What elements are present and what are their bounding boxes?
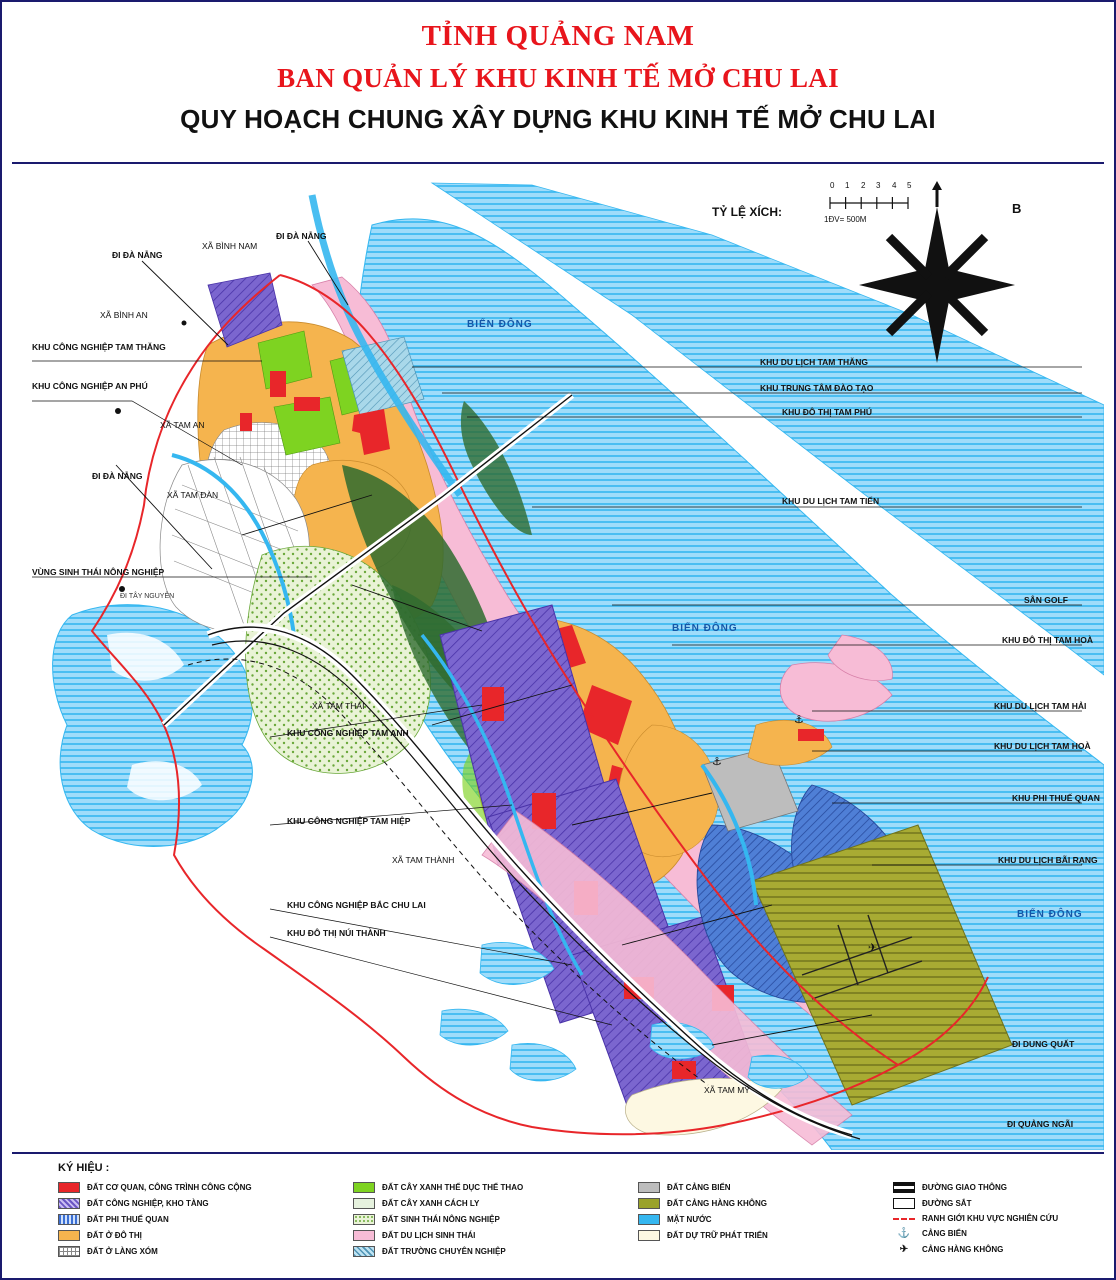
legend-label: ĐẤT Ở ĐÔ THỊ	[87, 1231, 142, 1240]
legend-label: ĐẤT SINH THÁI NÔNG NGHIỆP	[382, 1215, 500, 1224]
callout-kdl-bai-rang: KHU DU LỊCH BÃI RẠNG	[998, 855, 1098, 865]
callout-kcn-bac-chu-lai: KHU CÔNG NGHIỆP BẮC CHU LAI	[287, 900, 426, 910]
legend-item	[893, 1198, 1088, 1209]
legend-item	[58, 1230, 353, 1241]
plane-icon: ✈	[899, 1244, 909, 1255]
callout-kdl-tam-tien: KHU DU LỊCH TAM TIẾN	[782, 496, 880, 506]
legend-label: RANH GIỚI KHU VỰC NGHIÊN CỨU	[922, 1214, 1059, 1223]
sea-label-north: BIỂN ĐÔNG	[467, 319, 533, 330]
callout-kcn-an-phu: KHU CÔNG NGHIỆP AN PHÚ	[32, 381, 148, 391]
legend-symbol-ranh-gioi	[893, 1218, 915, 1220]
legend-item	[893, 1244, 1088, 1255]
scale-tick-3: 3	[876, 181, 881, 190]
commune-label-tam-an: XÃ TAM AN	[160, 420, 205, 430]
title-block	[2, 2, 1114, 135]
legend-label: ĐẤT CÔNG NGHIỆP, KHO TÀNG	[87, 1199, 209, 1208]
legend-item	[638, 1182, 893, 1193]
scale-bar	[712, 205, 782, 219]
scale-unit: 1ĐV= 500M	[824, 215, 867, 224]
legend-item	[638, 1230, 893, 1241]
legend-label: ĐẤT CẢNG HÀNG KHÔNG	[667, 1199, 767, 1208]
scale-tick-1: 1	[845, 181, 850, 190]
legend-label: CẢNG HÀNG KHÔNG	[922, 1245, 1004, 1254]
legend-swatch-cay-xanh-cach-ly	[353, 1198, 375, 1209]
legend-item	[353, 1182, 638, 1193]
page-title-authority: BAN QUẢN LÝ KHU KINH TẾ MỞ CHU LAI	[277, 63, 839, 93]
legend-symbol-duong-sat	[893, 1198, 915, 1209]
scale-label: TỶ LỆ XÍCH:	[712, 205, 783, 219]
legend-swatch-cong-cong	[58, 1182, 80, 1193]
legend-symbol-duong-giao-thong	[893, 1182, 915, 1193]
callout-kcn-tam-thang: KHU CÔNG NGHIỆP TAM THĂNG	[32, 342, 166, 352]
legend-swatch-cang-hang-khong	[638, 1198, 660, 1209]
callout-trung-tam-dao-tao: KHU TRUNG TÂM ĐÀO TẠO	[760, 383, 874, 393]
legend-column-1	[58, 1182, 353, 1257]
legend-columns	[58, 1182, 1088, 1257]
legend-column-2	[353, 1182, 638, 1257]
scale-tick-0: 0	[830, 181, 835, 190]
svg-text:✈: ✈	[868, 941, 878, 954]
scale-tick-5: 5	[907, 181, 912, 190]
direction-label-tay-nguyen: ĐI TÂY NGUYÊN	[120, 593, 175, 600]
callout-kdl-tam-hai: KHU DU LỊCH TAM HẢI	[994, 701, 1087, 711]
legend-item	[893, 1228, 1088, 1239]
direction-label-da-nang-2: ĐI ĐÀ NẴNG	[276, 231, 327, 241]
legend-item	[353, 1246, 638, 1257]
legend-item	[893, 1214, 1088, 1223]
legend-item	[893, 1182, 1088, 1193]
legend-item	[58, 1182, 353, 1193]
map-canvas	[12, 165, 1104, 1150]
direction-label-da-nang-1: ĐI ĐÀ NẴNG	[112, 250, 163, 260]
legend-label: ĐẤT Ở LÀNG XÓM	[87, 1247, 158, 1256]
legend-item	[353, 1214, 638, 1225]
legend-swatch-du-lich-sinh-thai	[353, 1230, 375, 1241]
legend-item	[353, 1230, 638, 1241]
legend-item	[58, 1214, 353, 1225]
callout-vung-sinh-thai: VÙNG SINH THÁI NÔNG NGHIỆP	[32, 567, 165, 577]
legend-swatch-o-do-thi	[58, 1230, 80, 1241]
callout-kcn-tam-anh: KHU CÔNG NGHIỆP TAM ANH	[287, 728, 409, 738]
legend-swatch-cang-bien	[638, 1182, 660, 1193]
callout-kdl-tam-thang: KHU DU LỊCH TAM THĂNG	[760, 357, 868, 367]
callout-kcn-tam-hiep: KHU CÔNG NGHIỆP TAM HIỆP	[287, 816, 411, 826]
legend-label: ĐẤT CẢNG BIỂN	[667, 1183, 731, 1192]
scale-tick-2: 2	[861, 181, 866, 190]
legend-title: KÝ HIỆU :	[58, 1162, 110, 1174]
legend-label: MẶT NƯỚC	[667, 1215, 712, 1224]
legend-item	[638, 1198, 893, 1209]
legend-label: ĐẤT CÂY XANH THỂ DỤC THỂ THAO	[382, 1183, 524, 1192]
legend-swatch-o-lang-xom	[58, 1246, 80, 1257]
legend-swatch-cong-nghiep	[58, 1198, 80, 1209]
map-graphic	[12, 165, 1104, 1150]
legend-column-3	[638, 1182, 893, 1257]
legend-label: ĐẤT TRƯỜNG CHUYÊN NGHIỆP	[382, 1247, 506, 1256]
direction-label-da-nang-3: ĐI ĐÀ NẴNG	[92, 471, 143, 481]
title-divider	[12, 162, 1104, 164]
legend-swatch-cay-xanh-tdtt	[353, 1182, 375, 1193]
direction-label-quang-ngai: ĐI QUẢNG NGÃI	[1007, 1119, 1074, 1129]
legend-label: ĐẤT CÂY XANH CÁCH LY	[382, 1199, 480, 1208]
compass-north-label: B	[1012, 201, 1022, 216]
direction-label-dung-quat: ĐI DUNG QUẤT	[1012, 1039, 1075, 1049]
legend-panel	[12, 1152, 1104, 1270]
commune-label-tam-dan: XÃ TAM ĐÀN	[167, 490, 219, 500]
callout-kdt-tam-hoa: KHU ĐÔ THỊ TAM HOÀ	[1002, 635, 1093, 645]
callout-kdt-nui-thanh: KHU ĐÔ THỊ NÚI THÀNH	[287, 928, 386, 938]
sea-label-mid: BIỂN ĐÔNG	[672, 623, 738, 634]
legend-label: ĐƯỜNG SẮT	[922, 1199, 972, 1208]
legend-label: ĐƯỜNG GIAO THÔNG	[922, 1183, 1008, 1192]
commune-label-tam-my: XÃ TAM MỸ	[704, 1085, 750, 1095]
sea-label-south: BIỂN ĐÔNG	[1017, 909, 1083, 920]
svg-text:⚓: ⚓	[794, 713, 804, 726]
legend-swatch-truong-chuyen-nghiep	[353, 1246, 375, 1257]
callout-san-golf: SÂN GOLF	[1024, 595, 1068, 605]
legend-column-4	[893, 1182, 1088, 1257]
commune-label-binh-nam: XÃ BÌNH NAM	[202, 241, 258, 251]
legend-label: ĐẤT PHI THUẾ QUAN	[87, 1215, 169, 1224]
legend-item	[58, 1198, 353, 1209]
commune-label-tam-thanh: XÃ TAM THÀNH	[392, 855, 455, 865]
callout-kdl-tam-hoa: KHU DU LỊCH TAM HOÀ	[994, 741, 1091, 751]
legend-label: CẢNG BIỂN	[922, 1229, 967, 1238]
legend-item	[58, 1246, 353, 1257]
legend-swatch-sinh-thai-nong-nghiep	[353, 1214, 375, 1225]
legend-swatch-du-tru-phat-trien	[638, 1230, 660, 1241]
legend-swatch-phi-thue-quan	[58, 1214, 80, 1225]
page-title-plan: QUY HOẠCH CHUNG XÂY DỰNG KHU KINH TẾ MỞ CHU LAI	[180, 104, 936, 134]
legend-swatch-mat-nuoc	[638, 1214, 660, 1225]
callout-khu-phi-thue-quan: KHU PHI THUẾ QUAN	[1012, 793, 1100, 803]
legend-item	[353, 1198, 638, 1209]
scale-tick-4: 4	[892, 181, 897, 190]
legend-label: ĐẤT CƠ QUAN, CÔNG TRÌNH CÔNG CỘNG	[87, 1183, 252, 1192]
anchor-icon: ⚓	[897, 1228, 911, 1239]
callout-kdt-tam-phu: KHU ĐÔ THỊ TAM PHÚ	[782, 407, 873, 417]
svg-text:⚓: ⚓	[712, 755, 722, 768]
legend-label: ĐẤT DỰ TRỮ PHÁT TRIỂN	[667, 1231, 768, 1240]
legend-item	[638, 1214, 893, 1225]
page-title-province: TỈNH QUẢNG NAM	[421, 20, 695, 52]
commune-label-binh-an: XÃ BÌNH AN	[100, 310, 148, 320]
legend-label: ĐẤT DU LỊCH SINH THÁI	[382, 1231, 476, 1240]
commune-label-tam-thai: XÃ TAM THÁI	[312, 701, 365, 711]
